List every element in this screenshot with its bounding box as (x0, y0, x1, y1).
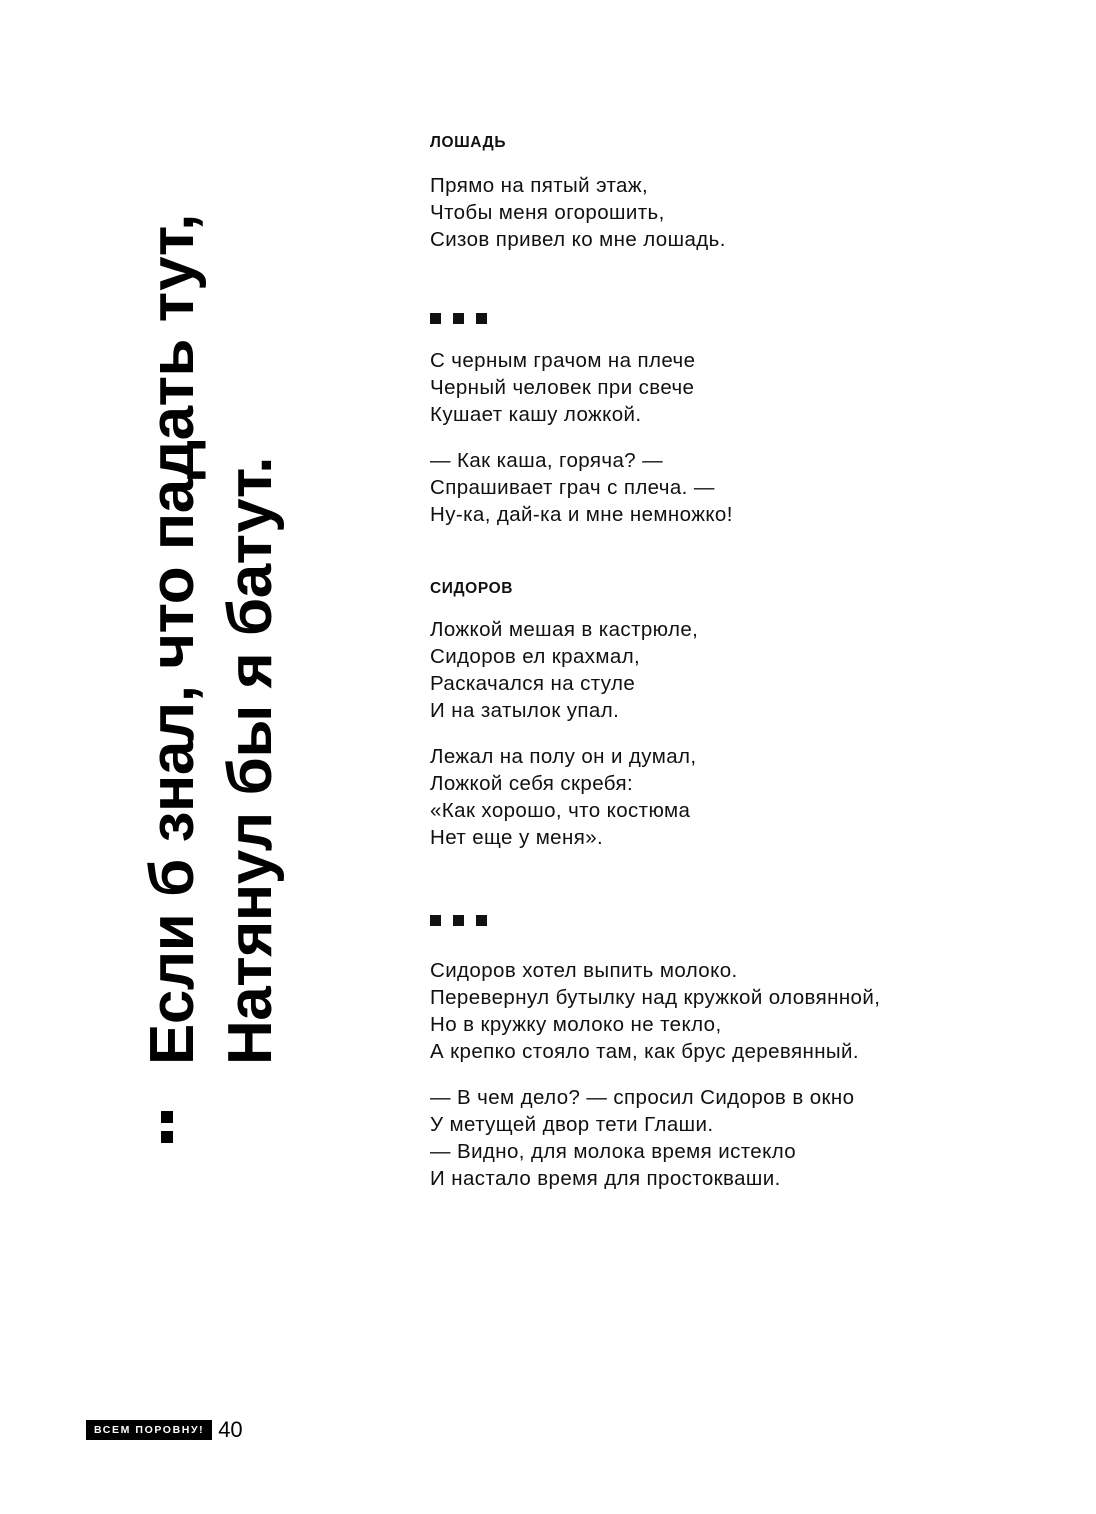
poem-line: Сидоров ел крахмал, (430, 645, 641, 668)
poems-column (430, 128, 1050, 1192)
side-title-line-2: Натянул бы я батут. (216, 457, 285, 1065)
poem-sidorov (430, 574, 1050, 851)
poem-line: Лежал на полу он и думал, (430, 745, 697, 768)
stanza (430, 616, 1050, 724)
stanza (430, 347, 1050, 428)
poem-line: — Видно, для молока время истекло (430, 1140, 797, 1163)
side-title (134, 145, 290, 1065)
poem-line: Раскачался на стуле (430, 672, 636, 695)
poem-line: — Как каша, горяча? — (430, 449, 664, 472)
poem-line: Сизов привел ко мне лошадь. (430, 228, 726, 251)
stanza (430, 957, 1050, 1065)
poem-line: Сидоров хотел выпить молоко. (430, 959, 738, 982)
poem-line: Прямо на пятый этаж, (430, 174, 649, 197)
poem-line: Спрашивает грач с плеча. — (430, 476, 715, 499)
book-title-label: ВСЕМ ПОРОВНУ! (86, 1420, 212, 1440)
poem-line: С черным грачом на плече (430, 349, 696, 372)
poem-line: «Как хорошо, что костюма (430, 799, 691, 822)
poem-milk (430, 915, 1050, 1192)
poem-line: А крепко стояло там, как брус деревянный. (430, 1040, 859, 1063)
untitled-dots-icon (430, 915, 1050, 927)
side-title-line-1 (134, 145, 212, 1065)
poem-line: Ложкой мешая в кастрюле, (430, 618, 699, 641)
page-number: 40 (218, 1417, 243, 1442)
untitled-dots-icon (430, 313, 1050, 325)
poem-line: Перевернул бутылку над кружкой оловянной, (430, 986, 881, 1009)
poem-line: Нет еще у меня». (430, 826, 604, 849)
poem-line: И настало время для простокваши. (430, 1167, 781, 1190)
section-dots-icon (161, 1111, 173, 1143)
stanza (430, 1084, 1050, 1192)
poem-line: — В чем дело? — спросил Сидоров в окно (430, 1086, 855, 1109)
poem-title: ЛОШАДЬ (430, 134, 507, 151)
poem-line: И на затылок упал. (430, 699, 620, 722)
poem-line: Кушает кашу ложкой. (430, 403, 642, 426)
poem-line: Черный человек при свече (430, 376, 695, 399)
side-title-text-1: Если б знал, что падать тут, (138, 214, 207, 1065)
stanza (430, 743, 1050, 851)
poem-horse (430, 128, 1050, 253)
poem-line: Чтобы меня огорошить, (430, 201, 665, 224)
poem-line: Но в кружку молоко не текло, (430, 1013, 722, 1036)
poem-line: У метущей двор тети Глаши. (430, 1113, 714, 1136)
poem-rook (430, 313, 1050, 528)
poem-line: Ложкой себя скребя: (430, 772, 634, 795)
stanza (430, 447, 1050, 528)
poem-title: СИДОРОВ (430, 580, 514, 597)
poem-line: Ну-ка, дай-ка и мне немножко! (430, 503, 733, 526)
page-footer (86, 1418, 243, 1442)
stanza (430, 172, 1050, 253)
